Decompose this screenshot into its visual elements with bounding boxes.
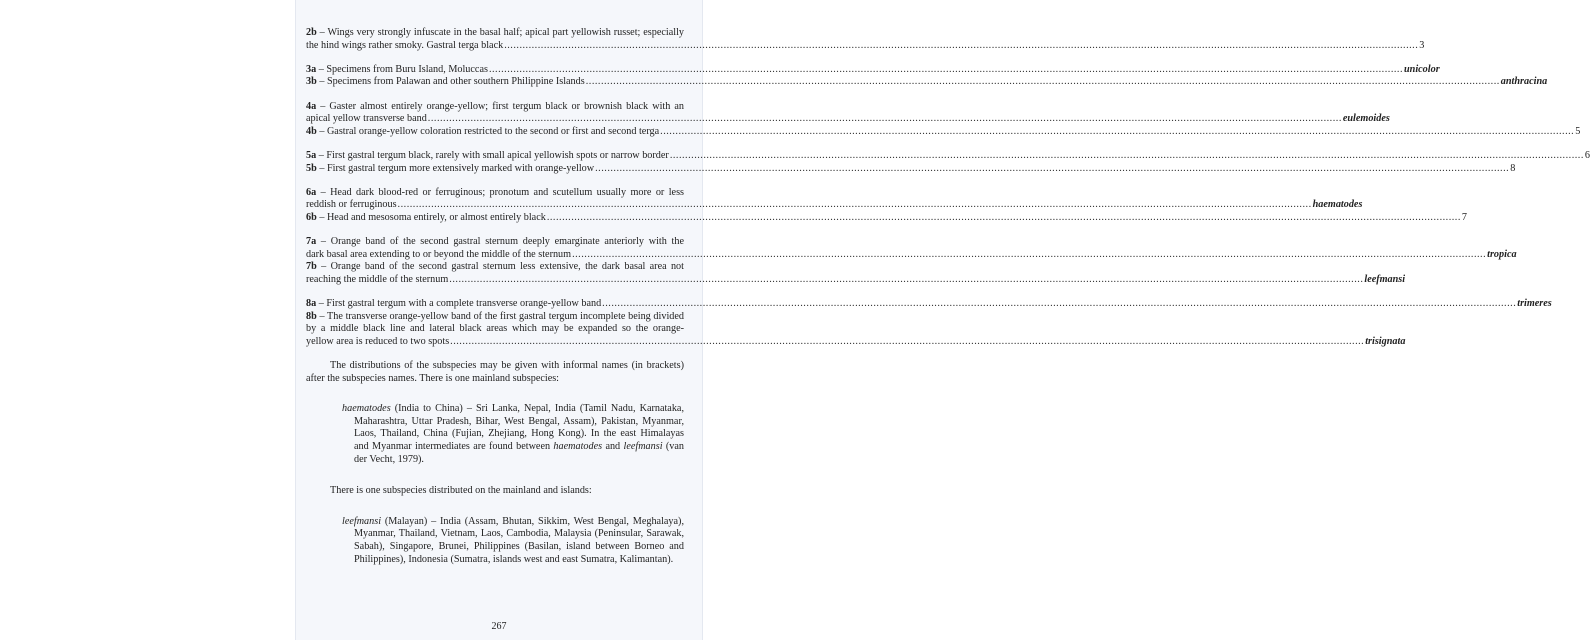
leader-dots: ............................................................................................................................................................................................................................................................................................................	[397, 199, 1312, 211]
taxon-name: leefmansi	[623, 441, 663, 452]
key-line-with-leader	[306, 162, 1516, 176]
key-line-with-leader	[306, 113, 1390, 126]
taxon-name: haematodes	[553, 441, 603, 452]
key-couplet	[306, 236, 1517, 286]
key-line-with-leader	[306, 248, 1517, 262]
distribution-entry-leefmansi	[342, 516, 684, 566]
leader-dots: ............................................................................................................................................................................................................................................................................................................	[450, 335, 1365, 347]
key-result-couplet-ref: 5	[1575, 125, 1581, 137]
couplet-number: 7a	[306, 236, 317, 248]
key-couplet	[306, 63, 1548, 89]
key-line-with-leader	[306, 63, 1440, 77]
page-content	[306, 27, 1590, 585]
distribution-entry-haematodes	[342, 403, 684, 466]
mid-paragraph: There is one subspecies distributed on the mainland and islands:	[330, 485, 592, 497]
leader-dots: ............................................................................................................................................................................................................................................................................................................	[546, 211, 1461, 223]
key-line	[306, 323, 684, 336]
key-couplet	[306, 149, 1590, 175]
key-line-with-leader	[306, 125, 1581, 139]
couplet-number: 8b	[306, 310, 317, 322]
key-text: – Gaster almost entirely orange-yellow; first tergum black or brownish black with an	[316, 100, 684, 112]
key-line	[306, 261, 684, 274]
key-text: dark basal area extending to or beyond the middle of the sternum	[306, 248, 572, 260]
key-line-with-leader	[306, 211, 1467, 225]
couplet-number: 5b	[306, 162, 317, 174]
entry-text: (India to China) – Sri Lanka, Nepal, India (Tamil Nadu, Karnataka, Maharashtra, Uttar Pradesh, Bihar, West Bengal, Assam), Pakistan, Myanmar, Laos, Thailand, China (Fujian, Zhejiang, Hong Kong). In the east Himalayas and Myanmar intermediates are found between	[354, 403, 684, 452]
leader-dots: ............................................................................................................................................................................................................................................................................................................	[660, 125, 1575, 137]
key-line-with-leader	[306, 149, 1590, 163]
key-line-with-leader	[306, 335, 1406, 349]
key-line	[306, 311, 684, 324]
key-result-couplet-ref: 7	[1461, 211, 1467, 223]
entry-text: and	[602, 441, 624, 452]
key-line	[306, 27, 684, 40]
leader-dots: ............................................................................................................................................................................................................................................................................................................	[449, 273, 1364, 285]
key-result-couplet-ref: 8	[1510, 162, 1516, 174]
leader-dots: ............................................................................................................................................................................................................................................................................................................	[595, 162, 1510, 174]
couplet-number: 6b	[306, 211, 317, 223]
key-text: reddish or ferruginous	[306, 199, 397, 211]
couplet-number: 3b	[306, 76, 317, 88]
leader-dots: ............................................................................................................................................................................................................................................................................................................	[585, 76, 1500, 88]
key-text: – Orange band of the second gastral sternum deeply emarginate anteriorly with the	[316, 236, 684, 248]
key-result-couplet-ref: 6	[1584, 149, 1590, 161]
key-couplet	[306, 298, 1552, 348]
key-line	[306, 236, 684, 249]
couplet-number: 4b	[306, 125, 317, 137]
identification-key	[306, 27, 1590, 348]
taxon-name: haematodes	[342, 403, 391, 415]
document-page	[296, 0, 1590, 640]
key-text: the hind wings rather smoky. Gastral terga black	[306, 39, 504, 51]
leader-dots: ............................................................................................................................................................................................................................................................................................................	[572, 248, 1487, 260]
intro-paragraph: The distributions of the subspecies may be given with informal names (in brackets) after the subspecies names. There is one mainland subspecies:	[306, 360, 684, 384]
key-result-taxon: leefmansi	[1364, 273, 1406, 285]
key-text: – First gastral tergum more extensively marked with orange-yellow	[316, 162, 595, 174]
key-couplet	[306, 186, 1467, 225]
key-text: – Wings very strongly infuscate in the basal half; apical part yellowish russet; especially	[316, 27, 684, 38]
key-text: – Gastral orange-yellow coloration restricted to the second or first and second terga	[316, 125, 660, 137]
key-line-with-leader	[306, 298, 1552, 311]
key-result-taxon: trisignata	[1365, 335, 1406, 347]
key-text: – First gastral tergum with a complete transverse orange-yellow band	[316, 298, 602, 310]
leader-dots: ............................................................................................................................................................................................................................................................................................................	[504, 39, 1419, 51]
key-line-with-leader	[306, 199, 1363, 212]
key-line-with-leader	[306, 39, 1425, 53]
leader-dots: ............................................................................................................................................................................................................................................................................................................	[602, 298, 1517, 310]
key-text: apical yellow transverse band	[306, 113, 427, 125]
key-text: – Specimens from Palawan and other southern Philippine Islands	[316, 76, 585, 88]
key-result-taxon: haematodes	[1312, 199, 1363, 211]
key-line	[306, 187, 684, 200]
couplet-number: 4a	[306, 100, 317, 112]
key-text: – Head and mesosoma entirely, or almost entirely black	[316, 211, 546, 223]
leader-dots: ............................................................................................................................................................................................................................................................................................................	[669, 149, 1584, 161]
key-result-taxon: unicolor	[1404, 63, 1440, 75]
key-text: – The transverse orange-yellow band of the first gastral tergum incomplete being divided	[316, 310, 684, 322]
key-couplet	[306, 100, 1581, 139]
couplet-number: 6a	[306, 186, 317, 198]
couplet-number: 7b	[306, 261, 317, 273]
couplet-number: 5a	[306, 149, 317, 161]
key-result-taxon: eulemoides	[1342, 113, 1390, 125]
key-result-taxon: anthracina	[1500, 76, 1548, 88]
key-line	[306, 101, 684, 114]
couplet-number: 3a	[306, 63, 317, 75]
key-result-taxon: trimeres	[1517, 298, 1552, 310]
key-text: yellow area is reduced to two spots	[306, 335, 450, 347]
taxon-name: leefmansi	[342, 515, 382, 527]
key-text: – Orange band of the second gastral sternum less extensive, the dark basal area not	[316, 261, 684, 273]
key-text: – Specimens from Buru Island, Moluccas	[316, 63, 488, 75]
leader-dots: ............................................................................................................................................................................................................................................................................................................	[488, 63, 1403, 75]
key-line-with-leader	[306, 76, 1548, 89]
key-text: reaching the middle of the sternum	[306, 273, 449, 285]
key-text: by a middle black line and lateral black areas which may be expanded so the orange-	[306, 323, 684, 335]
key-text: – First gastral tergum black, rarely with small apical yellowish spots or narrow border	[316, 149, 669, 161]
key-line-with-leader	[306, 273, 1406, 287]
couplet-number: 2b	[306, 27, 317, 38]
leader-dots: ............................................................................................................................................................................................................................................................................................................	[427, 113, 1342, 125]
entry-text: (Malayan) – India (Assam, Bhutan, Sikkim, West Bengal, Meghalaya), Myanmar, Thailand, Vietnam, Laos, Cambodia, Malaysia (Peninsular, Sarawak, Sabah), Singapore, Brunei, Philippines (Basilan, island between Borneo and Philippines), Indonesia (Sumatra, islands west and east Sumatra, Kalimantan).	[354, 515, 684, 565]
key-result-couplet-ref: 3	[1419, 39, 1425, 51]
entry-text: (van der Vecht, 1979).	[354, 441, 684, 465]
key-text: – Head dark blood-red or ferruginous; pronotum and scutellum usually more or less	[316, 186, 684, 198]
page-number: 267	[491, 621, 507, 632]
key-result-taxon: tropica	[1487, 248, 1517, 260]
key-couplet	[306, 27, 1425, 52]
couplet-number: 8a	[306, 298, 317, 310]
